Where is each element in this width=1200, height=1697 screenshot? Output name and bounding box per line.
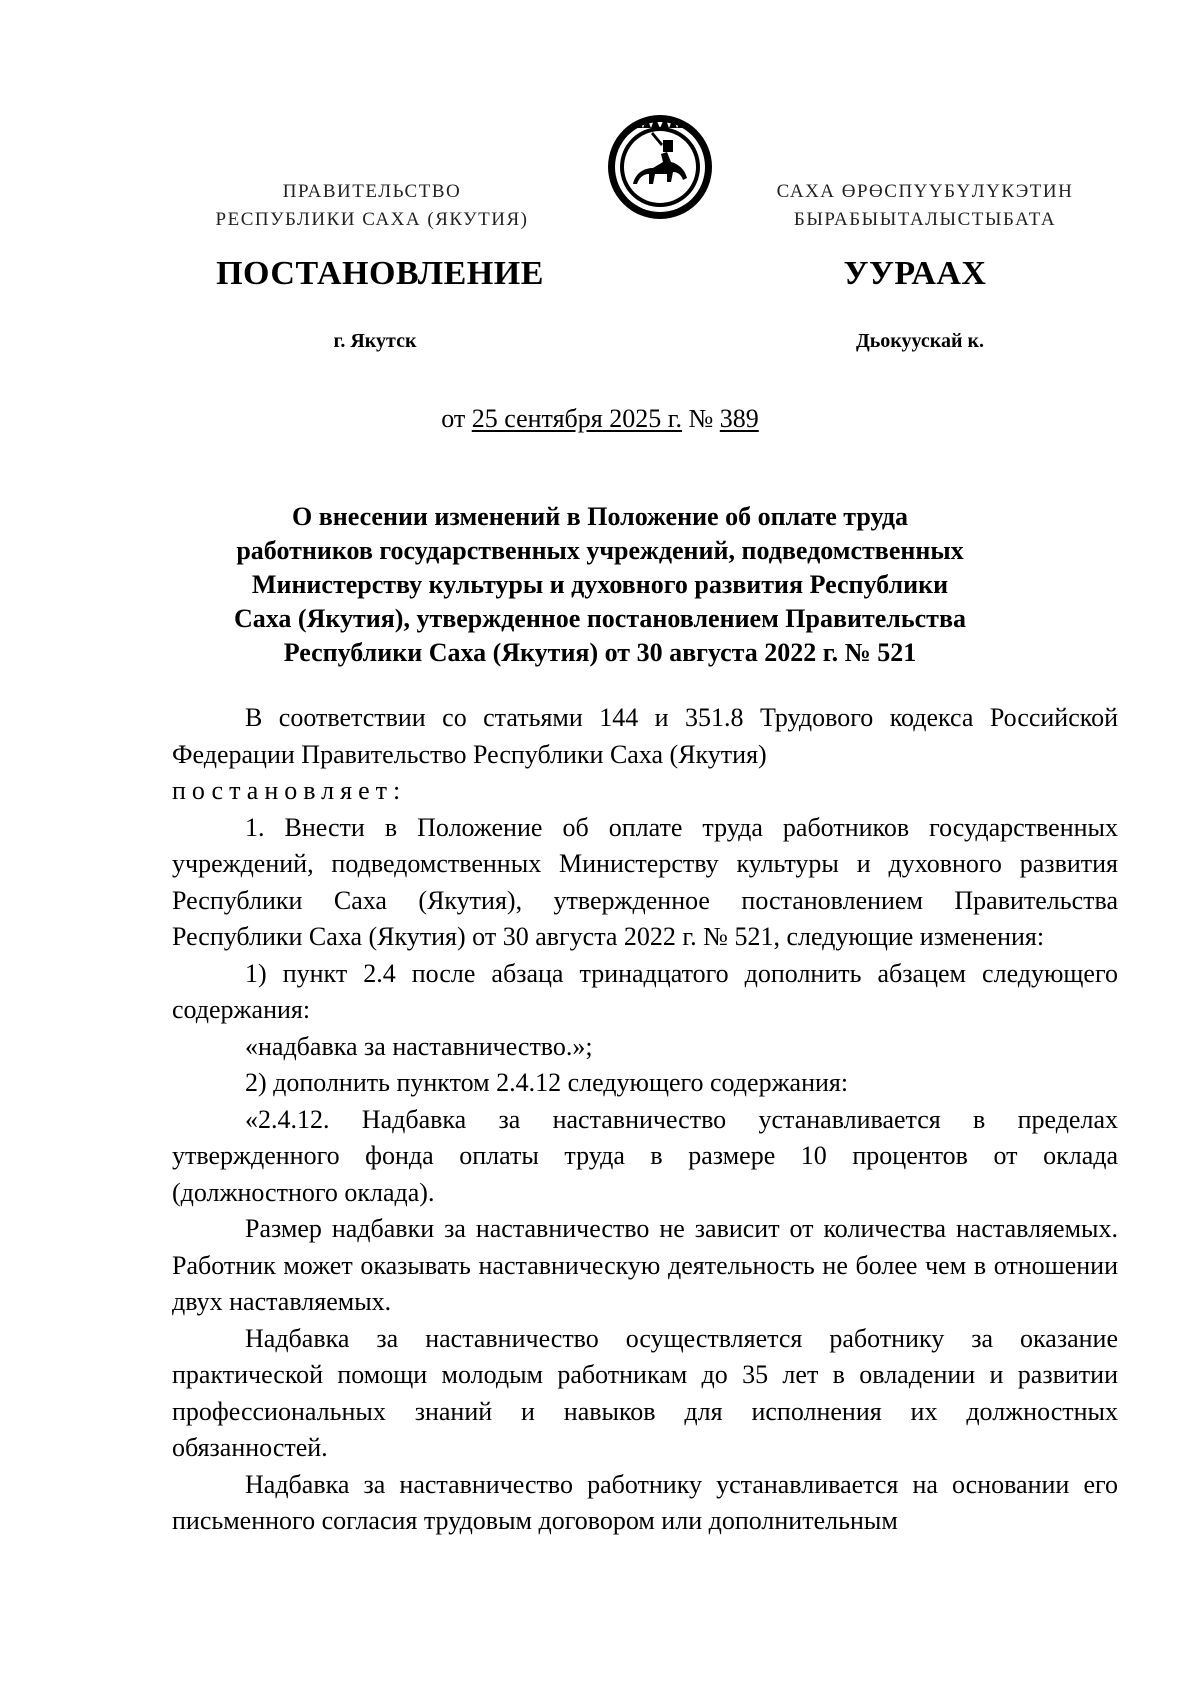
subject-line: О внесении изменений в Положение об оплате труда [291, 502, 909, 531]
paragraph: Надбавка за наставничество работнику устанавливается на основании его письменного согласия трудовым договором или дополнительным [172, 1469, 1118, 1535]
header-right-line1: САХА ӨРӨСПҮҮБҮЛҮКЭТИН [776, 181, 1074, 202]
paragraph: 1. Внести в Положение об оплате труда работников государственных учреждений, подведомственных Министерству культуры и духовного развития Республики Саха (Якутия), утвержденное постановлением Правительства Республики Саха (Якутия) от 30 августа 2022 г. № 521, следующие изменения: [172, 812, 1118, 951]
subject-line: работников государственных учреждений, подведомственных [236, 536, 964, 565]
header-left-line2: РЕСПУБЛИКИ САХА (ЯКУТИЯ) [215, 209, 529, 230]
paragraph: 1) пункт 2.4 после абзаца тринадцатого дополнить абзацем следующего содержания: [172, 958, 1118, 1024]
subject-heading [200, 500, 1000, 670]
header-right-line2: БЫРАБЫЫТАЛЫСТЫБАТА [793, 209, 1057, 230]
doc-title-russian: ПОСТАНОВЛЕНИЕ [216, 255, 544, 292]
date-number-line [0, 404, 1200, 434]
paragraph: 2) дополнить пунктом 2.4.12 следующего содержания: [245, 1068, 849, 1097]
document-body [172, 700, 1118, 1540]
city-yakut: Дьокуускай к. [855, 330, 985, 352]
header-left-line1: ПРАВИТЕЛЬСТВО [282, 181, 462, 202]
paragraph: Размер надбавки за наставничество не зависит от количества наставляемых. Работник может оказывать наставническую деятельность не более чем в отношении двух наставляемых. [172, 1214, 1118, 1316]
header-right [715, 178, 1135, 234]
coat-of-arms-emblem-icon [605, 112, 715, 222]
paragraph: «2.4.12. Надбавка за наставничество устанавливается в пределах утвержденного фонда оплаты труда в размере 10 процентов от оклада (должностного оклада). [172, 1104, 1118, 1207]
subject-line: Республики Саха (Якутия) от 30 августа 2022 г. № 521 [283, 638, 917, 667]
paragraph: Надбавка за наставничество осуществляется работнику за оказание практической помощи молодым работникам до 35 лет в овладении и развитии профессиональных знаний и навыков для исполнения их должностных обязанностей. [172, 1323, 1118, 1462]
doc-date: 25 сентября 2025 г. [471, 404, 682, 433]
number-sign: № [688, 404, 714, 433]
decree-word: постановляет: [172, 776, 407, 805]
city-russian: г. Якутск [333, 330, 417, 352]
paragraph: «надбавка за наставничество.»; [245, 1031, 593, 1061]
preamble-paragraph: В соответствии со статьями 144 и 351.8 Трудового кодекса Российской Федерации Правительство Республики Саха (Якутия) [172, 703, 1118, 769]
doc-title-yakut: УУРААХ [843, 255, 987, 292]
subject-line: Саха (Якутия), утвержденное постановлением Правительства [234, 604, 966, 633]
header-left [162, 178, 582, 234]
doc-number: 389 [719, 404, 759, 433]
date-prefix: от [441, 404, 466, 433]
subject-line: Министерству культуры и духовного развития Республики [251, 570, 949, 599]
